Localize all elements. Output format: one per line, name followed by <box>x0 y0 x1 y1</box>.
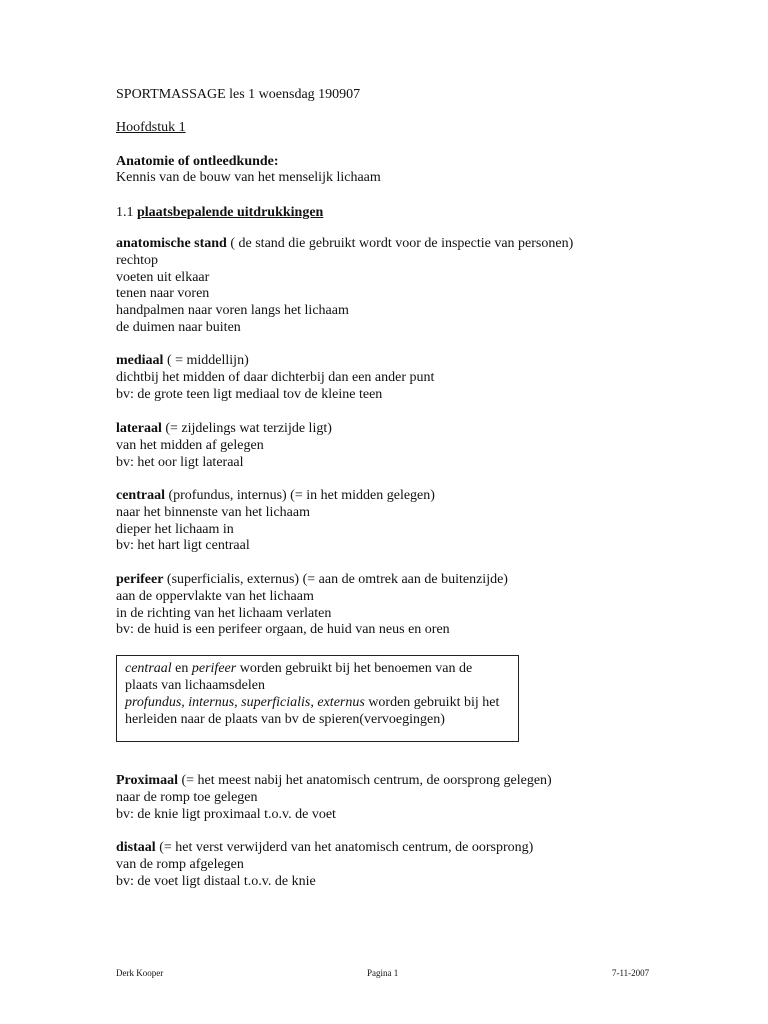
entry-definition: (= zijdelings wat terzijde ligt) <box>161 421 332 436</box>
entry-term: distaal <box>116 840 156 855</box>
entry-term: mediaal <box>116 353 164 368</box>
entry-term: lateraal <box>116 421 162 436</box>
entry-line: bv: de voet ligt distaal t.o.v. de knie <box>116 873 316 889</box>
section-heading <box>116 205 323 221</box>
entry-lateraal <box>116 421 332 471</box>
note-term-perifeer: perifeer <box>191 661 237 676</box>
entry-line: in de richting van het lichaam verlaten <box>116 605 332 621</box>
entry-line: aan de oppervlakte van het lichaam <box>116 588 314 604</box>
entry-mediaal <box>116 353 434 403</box>
section-title: plaatsbepalende uitdrukkingen <box>137 205 324 220</box>
note-line: plaats van lichaamsdelen <box>125 678 265 693</box>
entry-line: bv: het oor ligt lateraal <box>116 454 244 470</box>
entry-definition: (superficialis, externus) (= aan de omtrek aan de buitenzijde) <box>163 572 508 587</box>
entry-definition: (= het meest nabij het anatomisch centrum, de oorsprong gelegen) <box>177 773 552 788</box>
anatomy-heading: Anatomie of ontleedkunde: <box>116 154 279 169</box>
entry-line: rechtop <box>116 252 158 268</box>
entry-line: bv: het hart ligt centraal <box>116 538 250 554</box>
note-text: worden gebruikt bij het <box>364 695 500 710</box>
section-number: 1.1 <box>116 205 137 220</box>
note-connector: en <box>171 661 192 676</box>
footer-date: 7-11-2007 <box>612 968 650 978</box>
footer-page-number: Pagina 1 <box>367 968 399 978</box>
entry-line: tenen naar voren <box>116 286 210 302</box>
entry-proximaal <box>116 773 552 823</box>
entry-line: van het midden af gelegen <box>116 437 264 453</box>
note-latin-terms: profundus, internus, superficialis, externus <box>125 695 365 710</box>
entry-line: naar het binnenste van het lichaam <box>116 504 310 520</box>
entry-perifeer <box>116 572 508 639</box>
entry-line: dieper het lichaam in <box>116 521 234 537</box>
entry-definition: (= het verst verwijderd van het anatomisch centrum, de oorsprong) <box>155 840 534 855</box>
entry-distaal <box>116 840 533 890</box>
entry-anatomische-stand <box>116 236 573 337</box>
entry-line: van de romp afgelegen <box>116 856 244 872</box>
chapter-heading: Hoofdstuk 1 <box>116 120 186 135</box>
entry-line: dichtbij het midden of daar dichterbij dan een ander punt <box>116 369 435 385</box>
entry-definition: ( de stand die gebruikt wordt voor de inspectie van personen) <box>226 236 574 251</box>
note-line: herleiden naar de plaats van bv de spieren(vervoegingen) <box>125 712 445 727</box>
entry-term: Proximaal <box>116 773 178 788</box>
entry-term: centraal <box>116 488 165 503</box>
document-title: SPORTMASSAGE les 1 woensdag 190907 <box>116 87 361 102</box>
entry-line: bv: de knie ligt proximaal t.o.v. de voet <box>116 806 336 822</box>
entry-line: naar de romp toe gelegen <box>116 789 258 805</box>
entry-line: bv: de huid is een perifeer orgaan, de huid van neus en oren <box>116 622 450 638</box>
entry-term: anatomische stand <box>116 236 227 251</box>
entry-line: bv: de grote teen ligt mediaal tov de kleine teen <box>116 386 383 402</box>
entry-line: voeten uit elkaar <box>116 269 210 285</box>
entry-line: de duimen naar buiten <box>116 319 241 335</box>
entry-line: handpalmen naar voren langs het lichaam <box>116 303 349 319</box>
note-line <box>125 660 510 677</box>
anatomy-text: Kennis van de bouw van het menselijk lichaam <box>116 170 381 185</box>
entry-centraal <box>116 488 435 555</box>
entry-definition: ( = middellijn) <box>163 353 249 368</box>
note-text: worden gebruikt bij het benoemen van de <box>236 661 473 676</box>
footer-author: Derk Kooper <box>116 968 164 978</box>
note-box <box>116 655 519 742</box>
note-term-centraal: centraal <box>125 661 172 676</box>
entry-definition: (profundus, internus) (= in het midden gelegen) <box>164 488 435 503</box>
note-line <box>125 694 510 711</box>
entry-term: perifeer <box>116 572 164 587</box>
